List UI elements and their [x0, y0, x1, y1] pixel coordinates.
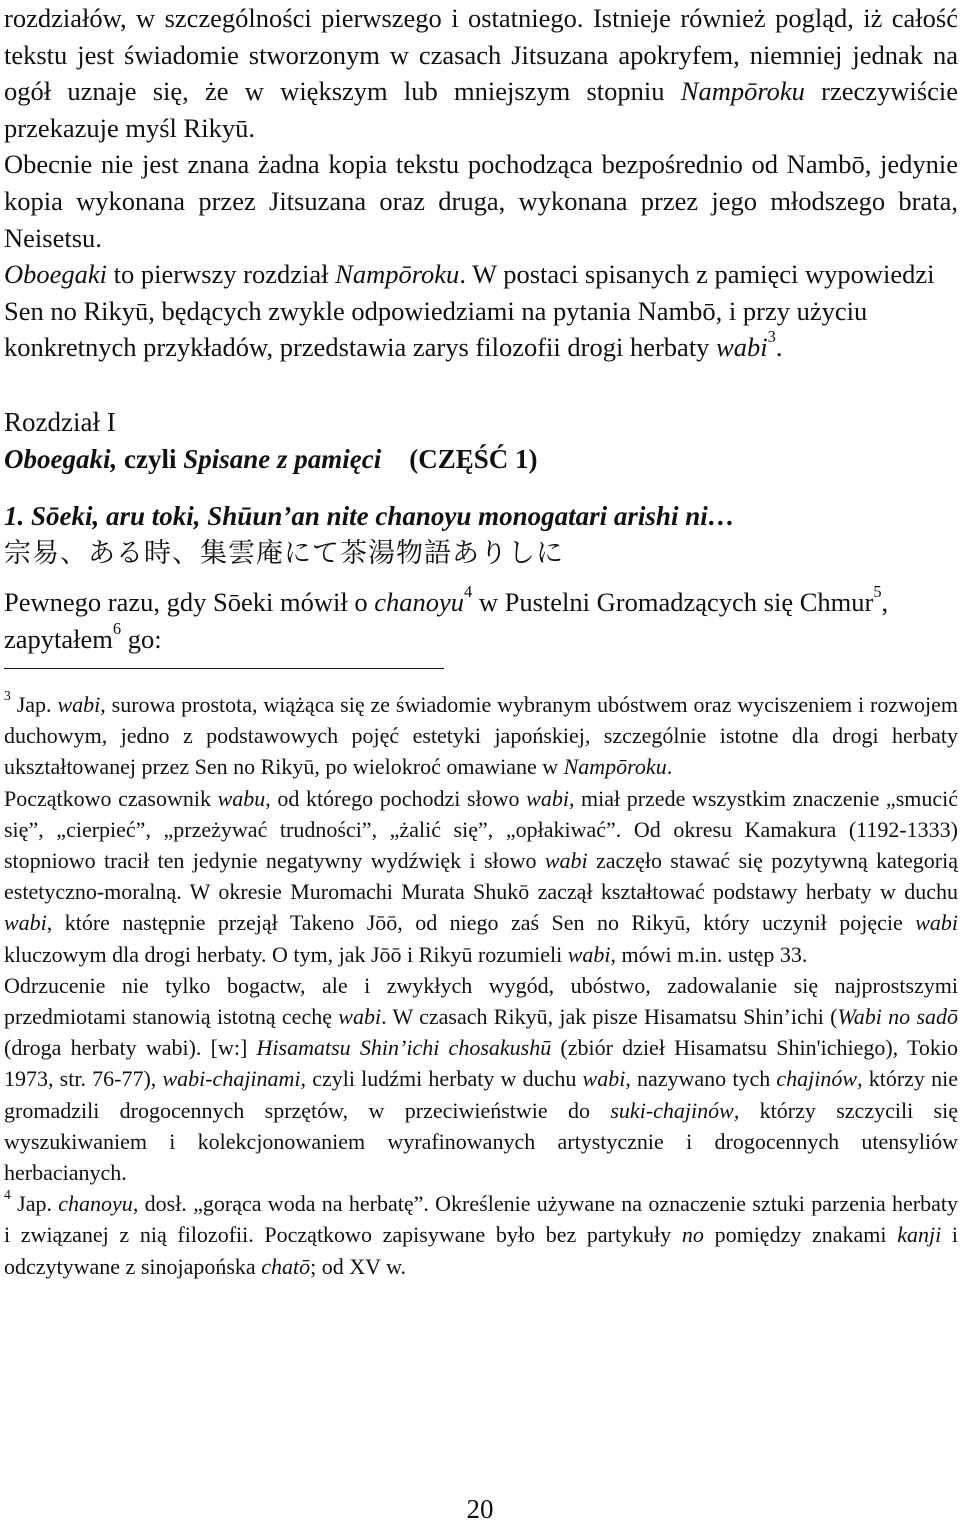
text-run: zaczęło stawać się pozytywną kategorią estetyczno-moralną. W okresie Muromachi Murata Shukō zaczął kształtować podstawy herbaty w duchu — [4, 847, 958, 905]
text-run: , surowa prostota, wiążąca się ze świadomie wybranym ubóstwem oraz wyciszeniem i rozwojem duchowym, jedno z podstawowych pojęć estetyki japońskiej, szczególnie istotne dla drogi herbaty ukształtowanej przez Sen no Rikyū, po wielokroć omawiane w — [4, 691, 959, 780]
footnote-number: 3 — [4, 688, 11, 704]
text-run: (zbiór dzieł Hisamatsu Shin'ichiego), Tokio 1973, str. 76-77), — [4, 1035, 959, 1092]
text-run: Pewnego razu, gdy Sōeki mówił o — [4, 586, 375, 617]
italic-term: Nampōroku — [563, 754, 667, 780]
italic-term: chanoyu — [58, 1191, 133, 1217]
text-run: , którzy nie gromadzili drogocennych sprzętów, w przeciwieństwie do — [4, 1066, 958, 1123]
italic-term: chanoyu — [374, 586, 464, 617]
text-run: to pierwszy rozdział — [107, 259, 336, 290]
footnote-separator — [4, 668, 444, 669]
text-run: . W postaci spisanych z pamięci wypowiedzi Sen no Rikyū, będących zwykle odpowiedziami na pytania Nambō, i przy użyciu konkretnych przykładów, przedstawia zarys filozofii drogi herbaty — [4, 259, 935, 363]
italic-term: wabi — [57, 691, 101, 717]
main-text — [4, 0, 958, 366]
italic-term: wabi-chajinami — [162, 1066, 301, 1092]
text-run: , miał przede wszystkim znaczenie „smucić się”, „cierpieć”, „przeżywać trudności”, „żalić się”, „opłakiwać”. Od okresu Kamakura (1192-1333) stopniowo tracił ten jedynie negatywny wydźwięk i słowo — [4, 785, 959, 873]
italic-term: wabi — [567, 941, 611, 967]
italic-term: chajinów — [776, 1066, 858, 1092]
text-run: rzeczywiście przekazuje myśl Rikyū. — [4, 76, 958, 143]
paragraph-authenticity — [4, 0, 958, 146]
italic-term: Spisane z pamięci — [183, 443, 382, 474]
italic-term: wabi — [526, 785, 569, 811]
footnote-number: 4 — [4, 1187, 11, 1203]
italic-term: wabi — [915, 910, 958, 936]
italic-term: wabu — [217, 785, 266, 811]
footnote-3 — [4, 689, 958, 783]
intro-paragraph — [4, 584, 958, 658]
italic-term: no — [681, 1222, 704, 1248]
italic-term: Oboegaki — [4, 259, 108, 290]
footnote-ref[interactable]: 5 — [873, 582, 882, 602]
italic-term: wabi — [582, 1066, 626, 1092]
footnote-ref[interactable]: 3 — [767, 327, 776, 347]
text-run: w Pustelni Gromadzących się Chmur — [472, 586, 874, 617]
text-run: . — [666, 754, 673, 780]
text-run: czyli — [117, 443, 184, 474]
footnote-3-paragraph-3 — [4, 970, 958, 1188]
italic-term: wabi — [544, 847, 588, 873]
text-run: Odrzucenie nie tylko bogactw, ale i zwykłych wygód, ubóstwo, zadowalanie się najprostszymi przedmiotami stanowią istotną cechę — [4, 972, 958, 1029]
section-title-japanese: 宗易、ある時、集雲庵にて茶湯物語ありしに — [4, 537, 564, 569]
text-run: , czyli ludźmi herbaty w duchu — [300, 1066, 583, 1092]
footnote-ref[interactable]: 4 — [464, 582, 473, 602]
italic-term: wabi — [4, 910, 47, 936]
page-number: 20 — [466, 1494, 494, 1524]
italic-term: wabi — [338, 1003, 382, 1029]
italic-term: wabi — [716, 332, 768, 363]
italic-term: Nampōroku — [335, 259, 460, 290]
document-page — [4, 0, 958, 1282]
footnotes — [4, 689, 958, 1282]
italic-term: suki-chajinów — [610, 1097, 734, 1123]
text-run: . — [775, 332, 783, 363]
italic-term: Nampōroku — [680, 76, 805, 107]
text-run: Jap. — [10, 1191, 59, 1217]
text-run: , zapytałem — [4, 586, 889, 654]
part-label: (CZĘŚĆ 1) — [409, 443, 538, 474]
text-run: , którzy szczycili się wyszukiwaniem i kolekcjonowaniem wyrafinowanych artystycznie i drogocennych utensyliów herbacianych. — [4, 1097, 958, 1185]
text-run: Początkowo czasownik — [4, 785, 218, 811]
footnote-4 — [4, 1188, 958, 1282]
paragraph-copies: Obecnie nie jest znana żadna kopia tekstu pochodząca bezpośrednio od Nambō, jedynie kopia wykonana przez Jitsuzana oraz druga, wykonana przez jego młodszego brata, Neisetsu. — [4, 149, 958, 253]
section-title: 1. Sōeki, aru toki, Shūun’an nite chanoyu monogatari arishi ni… — [4, 500, 735, 531]
text-run: rozdziałów, w szczególności pierwszego i ostatniego. Istnieje również pogląd, iż całość tekstu jest świadomie stworzonym w czasach Jitsuzana apokryfem, niemniej jednak na ogół uznaje się, że w większym lub mniejszym stopniu — [4, 3, 958, 107]
italic-term: Oboegaki, — [4, 443, 118, 474]
footnote-ref[interactable]: 6 — [112, 619, 122, 639]
text-run: , nazywano tych — [625, 1066, 777, 1092]
text-run: , które następnie przejął Takeno Jōō, od niego zaś Sen no Rikyū, który uczynił pojęcie — [46, 910, 916, 936]
chapter-heading: Rozdział I — [4, 406, 116, 437]
italic-term: Hisamatsu Shin’ichi chosakushū — [256, 1035, 552, 1061]
text-run: . W czasach Rikyū, jak pisze Hisamatsu Shin’ichi ( — [381, 1003, 838, 1029]
paragraph-oboegaki — [4, 256, 958, 366]
text-run: ; od XV w. — [310, 1253, 407, 1279]
chapter-subtitle — [4, 441, 958, 478]
italic-term: chatō — [261, 1253, 311, 1279]
footnote-3-paragraph-2 — [4, 783, 958, 970]
text-run: i odczytywane z sinojapońska — [4, 1222, 958, 1279]
text-run: , mówi m.in. ustęp 33. — [610, 941, 808, 967]
text-run: pomiędzy znakami — [703, 1222, 898, 1248]
text-run: , od którego pochodzi słowo — [265, 785, 527, 811]
italic-term: Wabi no sadō — [837, 1003, 959, 1029]
text-run: go: — [121, 623, 162, 654]
text-run: , dosł. „gorąca woda na herbatę”. Określenie używane na oznaczenie sztuki parzenia herbaty i związanej z nią filozofii. Początkowo zapisywane było bez partykuły — [4, 1191, 959, 1248]
text-run: Jap. — [10, 691, 58, 717]
text-run: kluczowym dla drogi herbaty. O tym, jak Jōō i Rikyū rozumieli — [4, 941, 568, 967]
text-run: (droga herbaty wabi). [w:] — [4, 1035, 257, 1061]
italic-term: kanji — [897, 1222, 942, 1248]
